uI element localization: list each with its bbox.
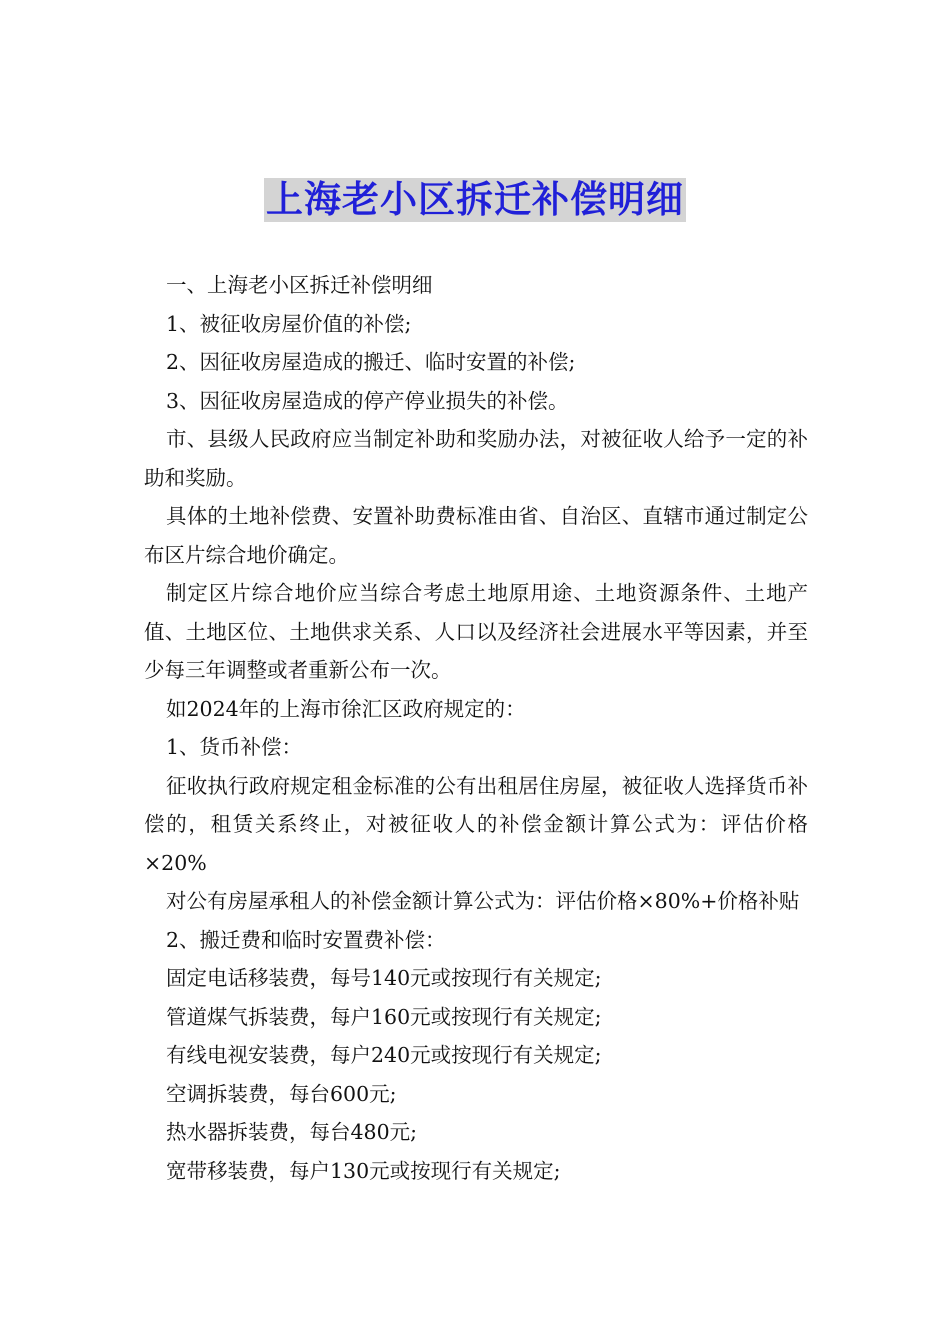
document-body: [144, 266, 808, 1190]
list-item: 2、搬迁费和临时安置费补偿：: [166, 927, 446, 952]
list-item: 1、被征收房屋价值的补偿;: [166, 311, 412, 336]
section-heading: 一、上海老小区拆迁补偿明细: [166, 273, 433, 297]
title-container: [0, 178, 950, 222]
list-item: 1、货币补偿：: [166, 735, 303, 759]
paragraph: 市、县级人民政府应当制定补助和奖励办法，对被征收人给予一定的补助和奖励。: [144, 427, 808, 490]
fee-item: 固定电话移装费，每号140元或按现行有关规定;: [166, 966, 602, 990]
fee-item: 空调拆装费，每台600元;: [166, 1081, 397, 1106]
list-item: 3、因征收房屋造成的停产停业损失的补偿。: [166, 388, 569, 413]
paragraph: 制定区片综合地价应当综合考虑土地原用途、土地资源条件、土地产值、土地区位、土地供求关系、人口以及经济社会进展水平等因素，并至少每三年调整或者重新公布一次。: [144, 581, 808, 682]
fee-item: 热水器拆装费，每台480元;: [166, 1120, 418, 1144]
paragraph: 具体的土地补偿费、安置补助费标准由省、自治区、直辖市通过制定公布区片综合地价确定。: [144, 504, 808, 567]
paragraph: 对公有房屋承租人的补偿金额计算公式为：评估价格×80%+价格补贴: [166, 889, 800, 913]
fee-item: 管道煤气拆装费，每户160元或按现行有关规定;: [166, 1004, 602, 1029]
paragraph: 征收执行政府规定租金标准的公有出租居住房屋，被征收人选择货币补偿的，租赁关系终止，对被征收人的补偿金额计算公式为：评估价格×20%: [144, 773, 808, 875]
list-item: 2、因征收房屋造成的搬迁、临时安置的补偿;: [166, 350, 576, 374]
fee-item: 宽带移装费，每户130元或按现行有关规定;: [166, 1158, 561, 1183]
paragraph: 如2024年的上海市徐汇区政府规定的：: [166, 696, 526, 721]
document-title: 上海老小区拆迁补偿明细: [266, 178, 684, 221]
fee-item: 有线电视安装费，每户240元或按现行有关规定;: [166, 1043, 602, 1067]
